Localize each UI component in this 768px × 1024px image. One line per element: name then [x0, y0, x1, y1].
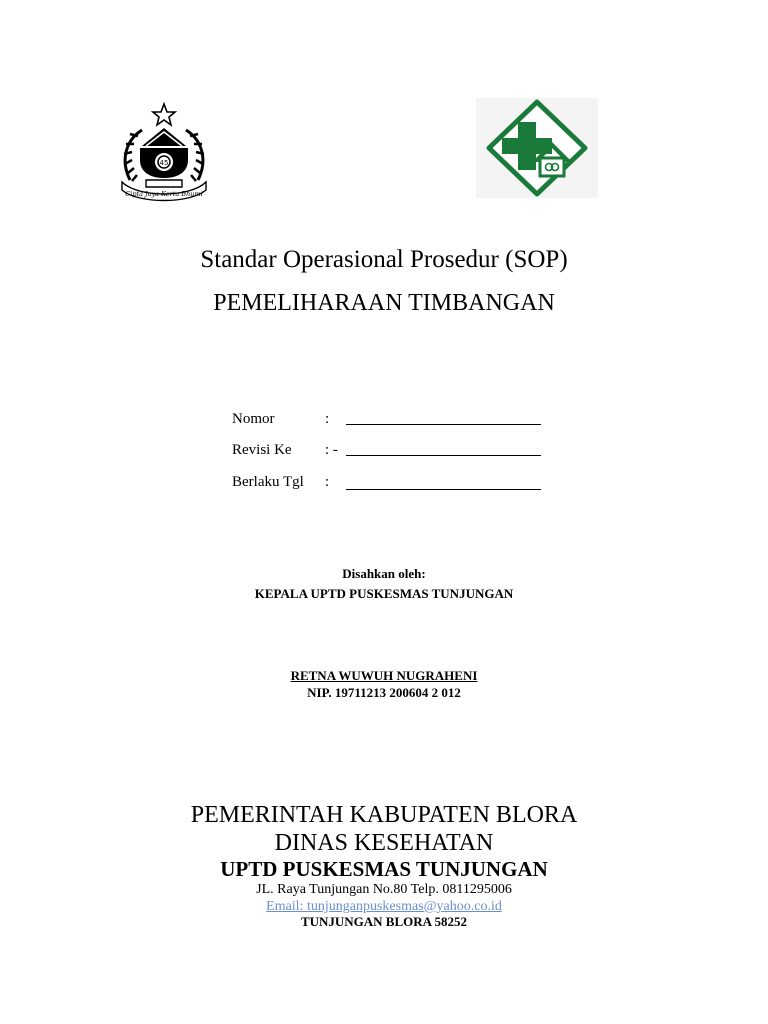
unit-name: UPTD PUSKESMAS TUNJUNGAN [220, 857, 548, 881]
field-label-revisi: Revisi Ke [232, 442, 292, 458]
signer-name [0, 668, 768, 684]
field-line-revisi [346, 455, 541, 456]
field-line-berlaku [346, 489, 541, 490]
field-separator: : [325, 411, 330, 427]
government-name: PEMERINTAH KABUPATEN BLORA [190, 802, 578, 828]
signer-name-text: RETNA WUWUH NUGRAHENI [290, 668, 478, 683]
sop-title: Standar Operasional Prosedur (SOP) [200, 246, 568, 273]
department-name: DINAS KESEHATAN [274, 830, 494, 856]
city-postal: TUNJUNGAN BLORA 58252 [300, 914, 468, 929]
puskesmas-logo-icon [476, 98, 598, 198]
email-link[interactable]: Email: tunjunganpuskesmas@yahoo.co.id [266, 899, 502, 914]
field-separator: : - [325, 442, 338, 458]
signer-nip: NIP. 19711213 200604 2 012 [307, 685, 461, 700]
approved-by-label: Disahkan oleh: [342, 566, 426, 581]
field-label-berlaku: Berlaku Tgl [232, 474, 304, 490]
field-label-nomor: Nomor [232, 411, 275, 427]
field-line-nomor [346, 424, 541, 425]
document-title: PEMELIHARAAN TIMBANGAN [213, 290, 555, 316]
field-separator: : [325, 474, 330, 490]
address: JL. Raya Tunjungan No.80 Telp. 0811295006 [256, 882, 512, 897]
svg-text:45: 45 [159, 159, 169, 167]
emblem-motto: Cipta Jaya Kerta Bhumi [125, 190, 203, 198]
approver-title: KEPALA UPTD PUSKESMAS TUNJUNGAN [254, 586, 514, 601]
blora-regency-emblem-icon [112, 100, 216, 204]
